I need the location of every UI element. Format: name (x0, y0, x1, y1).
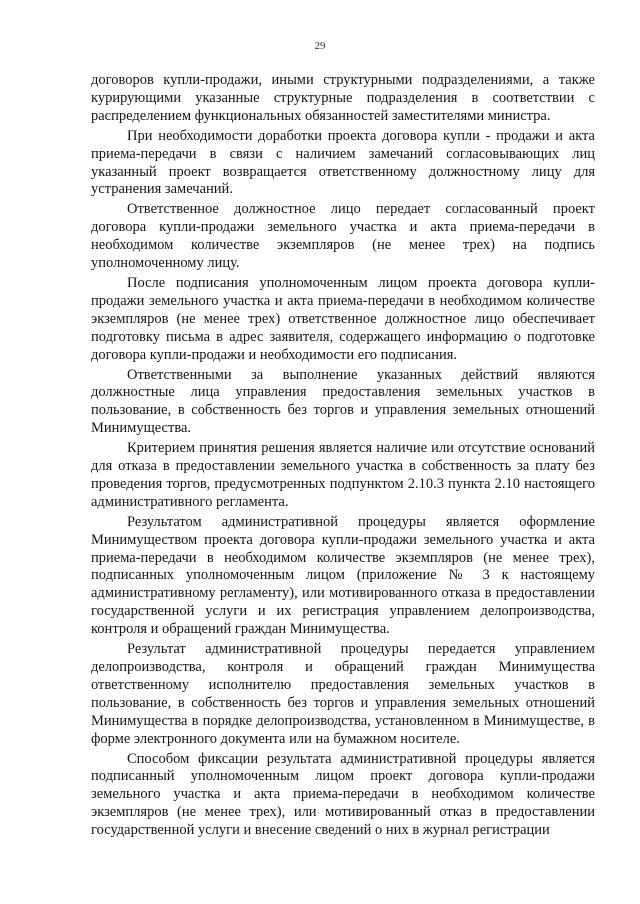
document-body (91, 72, 595, 842)
page-number: 29 (314, 40, 326, 52)
paragraph: Результатом административной процедуры является оформление Минимуществом проекта договора купли-продажи земельного участка и акта приема-передачи в необходимом количестве экземпляров (не менее трех), подписанных уполномоченным лицом (приложение № 3 к настоящему административному регламенту), или мотивированного отказа в предоставлении государственной услуги и их регистрация управлением делопроизводства, контроля и обращений граждан Минимущества. (91, 513, 595, 638)
paragraph: Результат административной процедуры передается управлением делопроизводства, контроля и обращений граждан Минимущества ответственному исполнителю предоставления земельных участков в пользование, в собственность без торгов и управления земельных отношений Минимущества в порядке делопроизводства, установленном в Минимуществе, в форме электронного документа или на бумажном носителе. (91, 641, 595, 747)
paragraph: При необходимости доработки проекта договора купли - продажи и акта приема-передачи в связи с наличием замечаний согласовывающих лиц указанный проект возвращается ответственному должностному лицу для устранения замечаний. (91, 127, 595, 198)
paragraph: Способом фиксации результата административной процедуры является подписанный уполномоченным лицом проект договора купли-продажи земельного участка и акта приема-передачи в необходимом количестве экземпляров (не менее трех), или мотивированный отказ в предоставлении государственной услуги и внесение сведений о них в журнал регистрации (91, 750, 595, 839)
paragraph: Ответственными за выполнение указанных действий являются должностные лица управления предоставления земельных участков в пользование, в собственность без торгов и управления земельных отношений Минимущества. (91, 366, 595, 437)
paragraph: Ответственное должностное лицо передает согласованный проект договора купли-продажи земельного участка и акта приема-передачи в необходимом количестве экземпляров (не менее трех) на подпись уполномоченному лицу. (91, 201, 595, 272)
paragraph: договоров купли-продажи, иными структурными подразделениями, а также курирующими указанные структурные подразделения в соответствии с распределением функциональных обязанностей заместителями министра. (91, 72, 595, 124)
paragraph: После подписания уполномоченным лицом проекта договора купли-продажи земельного участка и акта приема-передачи в необходимом количестве экземпляров (не менее трех) ответственное должностное лицо обеспечивает подготовку письма в адрес заявителя, содержащего информацию о подготовке договора купли-продажи и необходимости его подписания. (91, 274, 595, 363)
paragraph: Критерием принятия решения является наличие или отсутствие оснований для отказа в предоставлении земельного участка в собственность за плату без проведения торгов, предусмотренных подпунктом 2.10.3 пункта 2.10 настоящего административного регламента. (91, 440, 595, 510)
